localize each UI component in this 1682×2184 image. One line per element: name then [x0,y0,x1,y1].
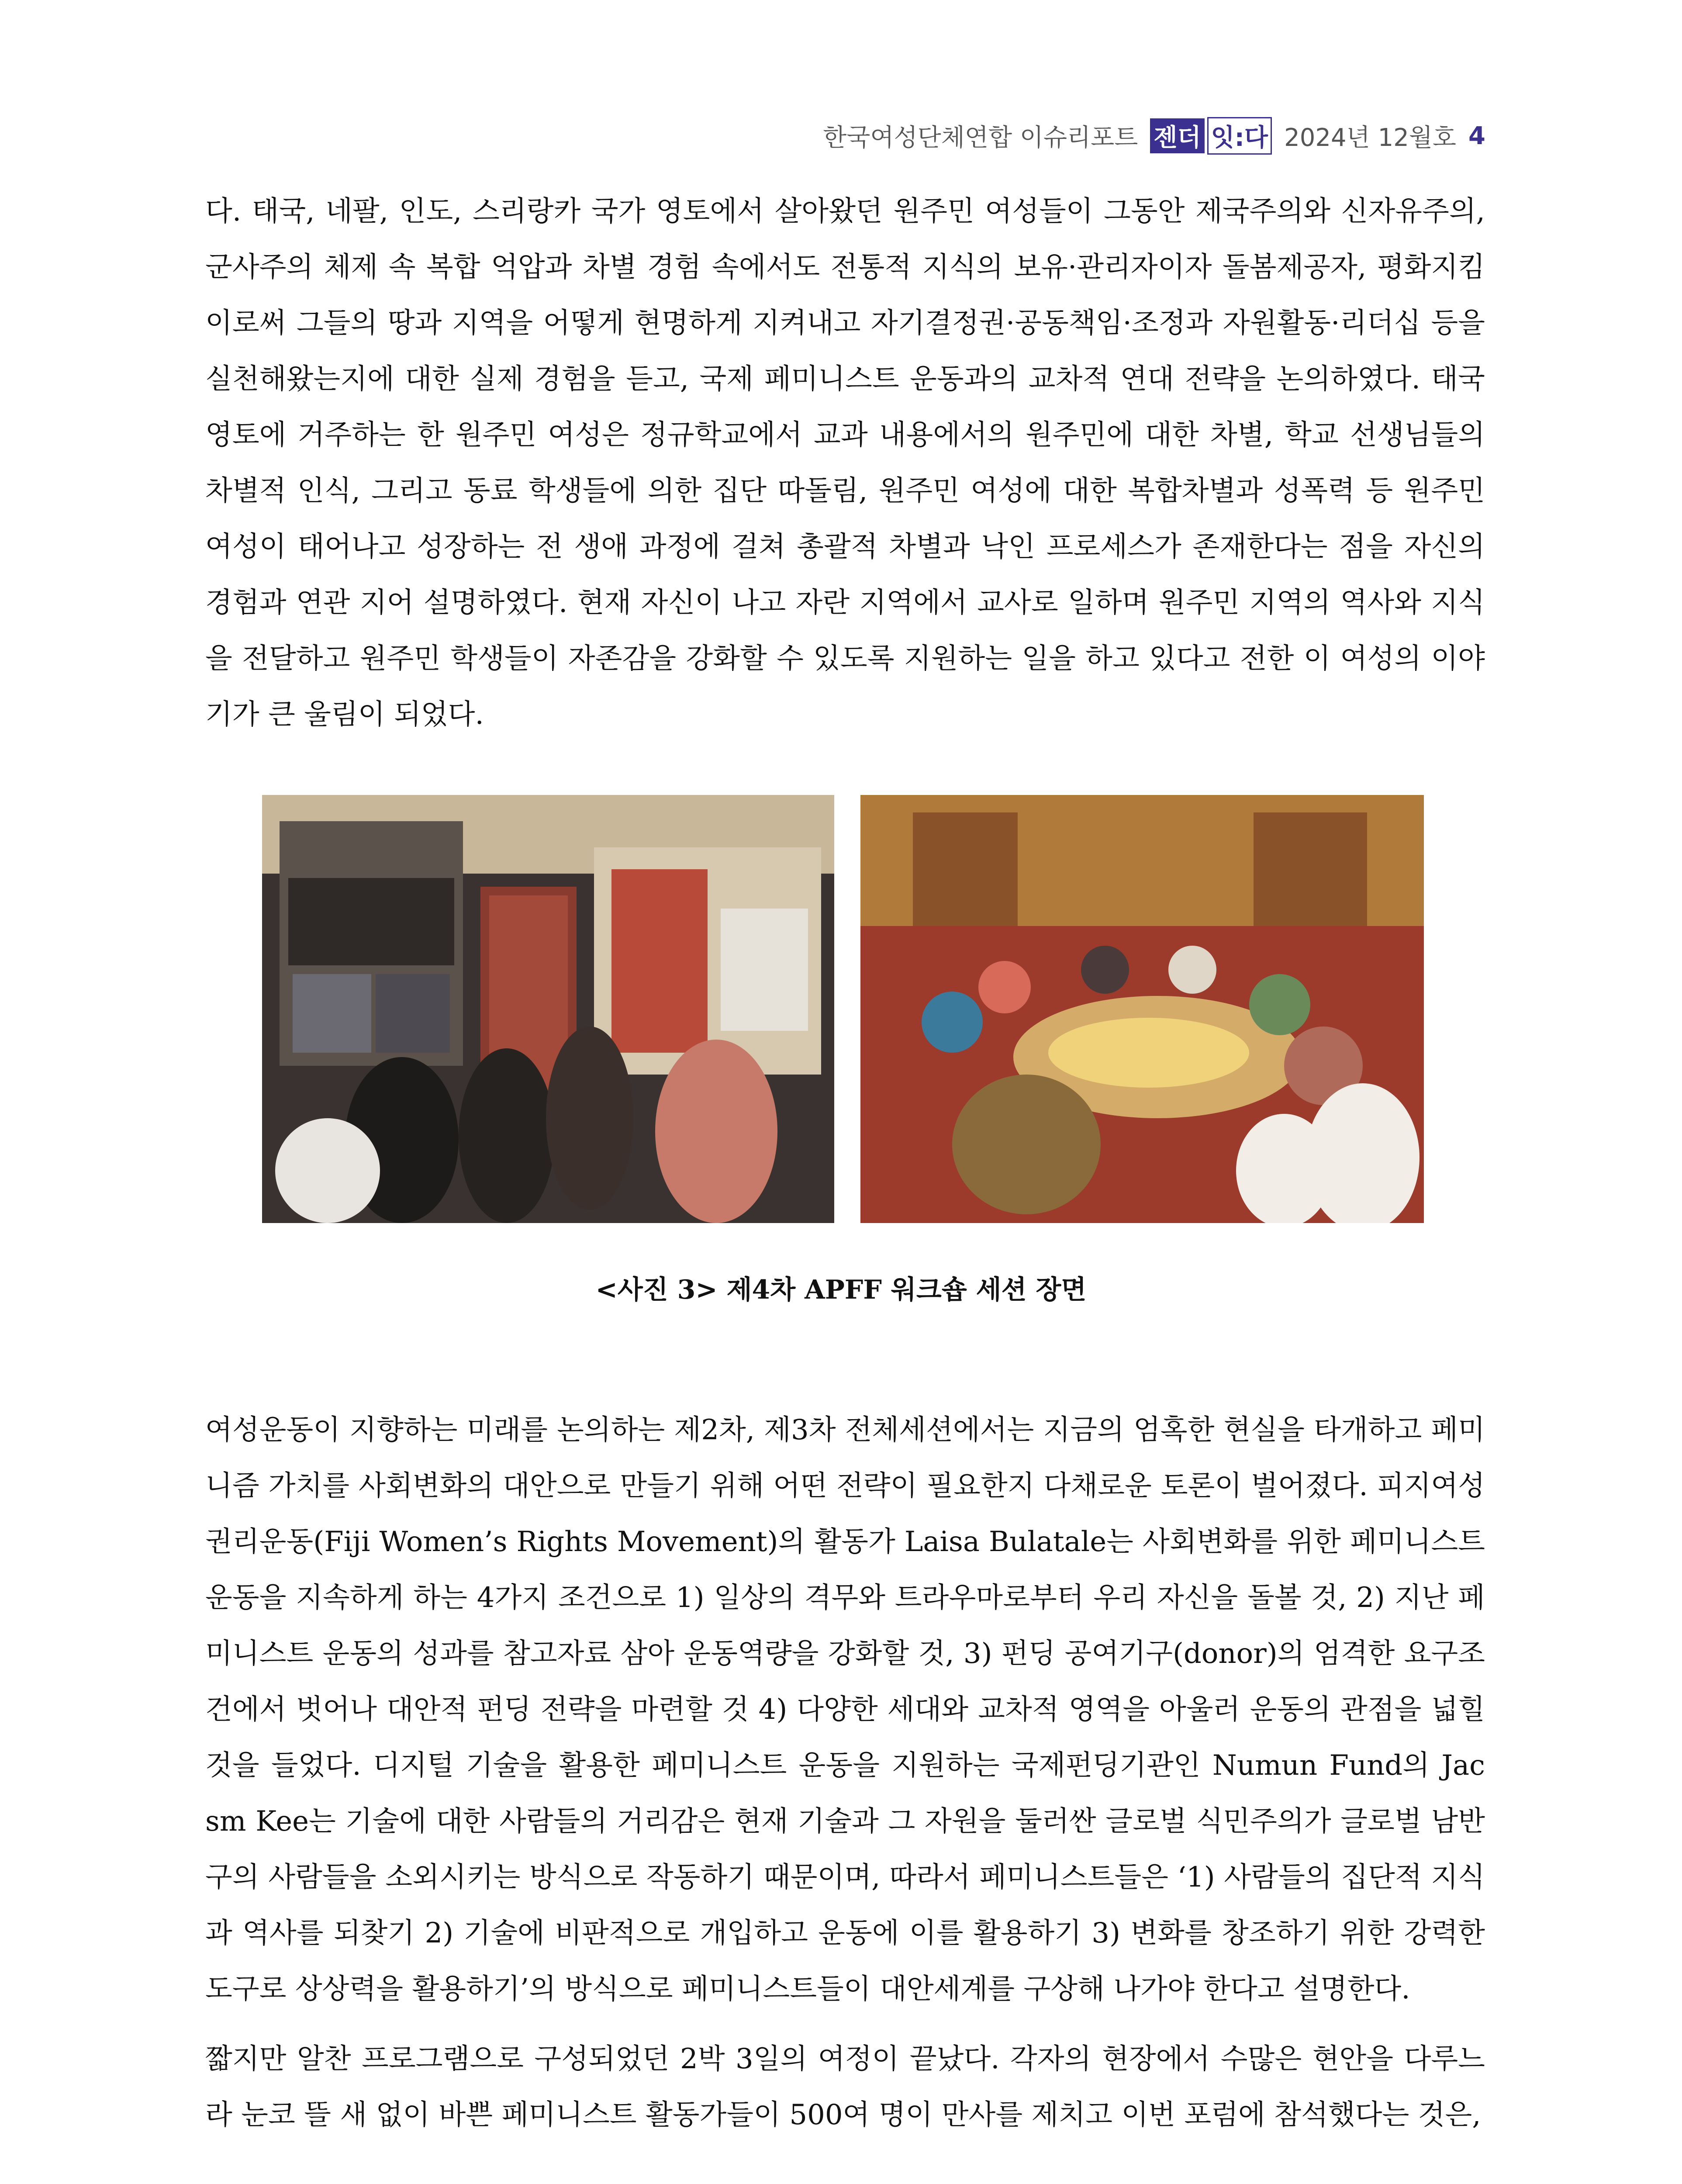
issue-label: 2024년 12월호 [1284,124,1457,152]
body-paragraph-3: 짧지만 알찬 프로그램으로 구성되었던 2박 3일의 여정이 끝났다. 각자의 현장에서 수많은 현안을 다루느라 눈코 뜰 새 없이 바쁜 페미니스트 활동가들이 500여 명이 만사를 제치고 이번 포럼에 참석했다는 것은, [205,2043,1485,2131]
page-number: 4 [1468,121,1485,150]
body-paragraph-1: 다. 태국, 네팔, 인도, 스리랑카 국가 영토에서 살아왔던 원주민 여성들이 그동안 제국주의와 신자유주의, 군사주의 체제 속 복합 억압과 차별 경험 속에서도 전통적 지식의 보유·관리자이자 돌봄제공자, 평화지킴이로써 그들의 땅과 지역을 어떻게 현명하게 지켜내고 자기결정권·공동책임·조정과 자원활동·리더십 등을 실천해왔는지에 대한 실제 경험을 듣고, 국제 페미니스트 운동과의 교차적 연대 전략을 논의하였다. 태국 영토에 거주하는 한 원주민 여성은 정규학교에서 교과 내용에서의 원주민에 대한 차별, 학교 선생님들의 차별적 인식, 그리고 동료 학생들에 의한 집단 따돌림, 원주민 여성에 대한 복합차별과 성폭력 등 원주민 여성이 태어나고 성장하는 전 생애 과정에 걸쳐 총괄적 차별과 낙인 프로세스가 존재한다는 점을 자신의 경험과 연관 지어 설명하였다. 현재 자신이 나고 자란 지역에서 교사로 일하며 원주민 지역의 역사와 지식을 전달하고 원주민 학생들이 자존감을 강화할 수 있도록 지원하는 일을 하고 있다고 전한 이 여성의 이야기가 큰 울림이 되었다. [205,195,1485,731]
exhibition-booth-photo [262,795,834,1223]
badge-part1: 젠더 [1150,118,1204,153]
body-paragraph-2: 여성운동이 지향하는 미래를 논의하는 제2차, 제3차 전체세션에서는 지금의 엄혹한 현실을 타개하고 페미니즘 가치를 사회변화의 대안으로 만들기 위해 어떤 전략이 필요한지 다채로운 토론이 벌어졌다. 피지여성권리운동(Fiji Women’s Rights Movement)의 활동가 Laisa Bulatale는 사회변화를 위한 페미니스트 운동을 지속하게 하는 4가지 조건으로 1) 일상의 격무와 트라우마로부터 우리 자신을 돌볼 것, 2) 지난 페미니스트 운동의 성과를 참고자료 삼아 운동역량을 강화할 것, 3) 펀딩 공여기구(donor)의 엄격한 요구조건에서 벗어나 대안적 펀딩 전략을 마련할 것 4) 다양한 세대와 교차적 영역을 아울러 운동의 관점을 넓힐 것을 들었다. 디지털 기술을 활용한 페미니스트 운동을 지원하는 국제펀딩기관인 Numun Fund의 Jac sm Kee는 기술에 대한 사람들의 거리감은 현재 기술과 그 자원을 둘러싼 글로벌 식민주의가 글로벌 남반구의 사람들을 소외시키는 방식으로 작동하기 때문이며, 따라서 페미니스트들은 ‘1) 사람들의 집단적 지식과 역사를 되찾기 2) 기술에 비판적으로 개입하고 운동에 이를 활용하기 3) 변화를 창조하기 위한 강력한 도구로 상상력을 활용하기’의 방식으로 페미니스트들이 대안세계를 구상해 나가야 한다고 설명한다. [205,1414,1485,2005]
exhibition-booth-illustration [262,795,834,1223]
publisher-label: 한국여성단체연합 이슈리포트 [823,124,1138,152]
badge-part2: 잇:다 [1207,117,1272,155]
report-badge [1150,117,1272,155]
page-header [823,117,1485,155]
workshop-circle-photo [860,795,1424,1223]
photo-caption: <사진 3> 제4차 APFF 워크숍 세션 장면 [595,1275,1087,1305]
workshop-circle-illustration [860,795,1424,1223]
